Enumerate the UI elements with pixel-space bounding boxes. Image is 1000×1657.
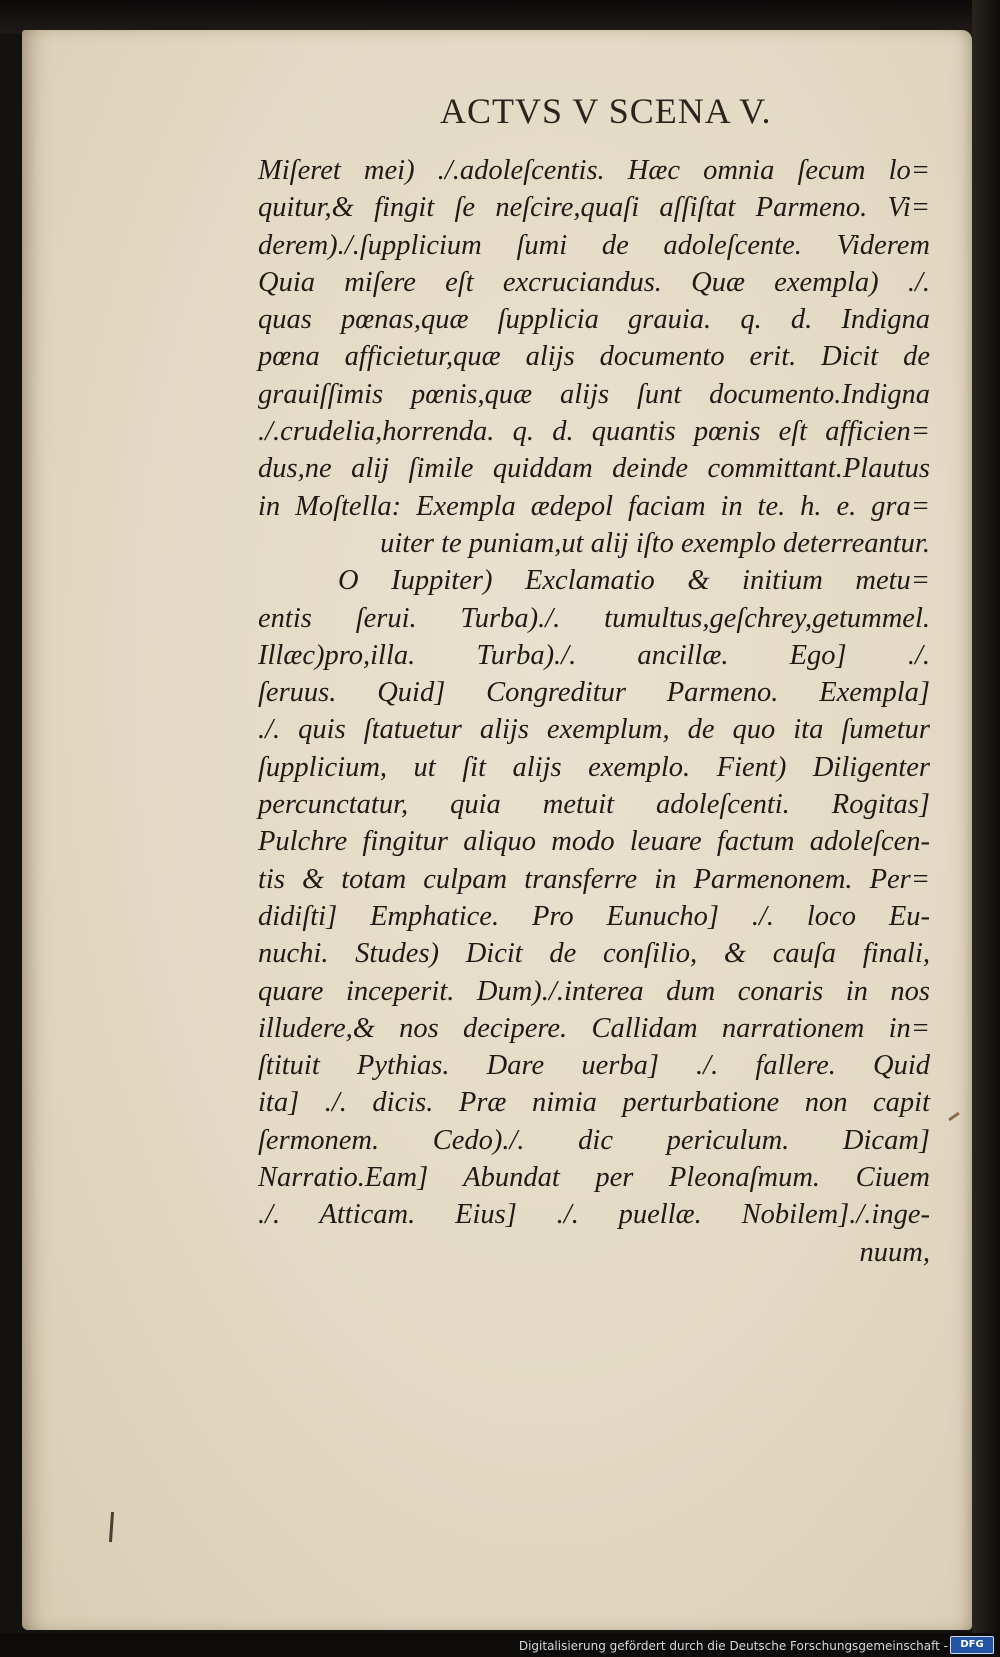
text-line: pœna afficietur,quæ alijs documento erit. Dicit de [258,341,930,373]
scan-right-border [972,0,1000,1657]
scan-top-border [0,0,1000,34]
text-line: O Iuppiter) Exclamatio & initium metu= [338,565,930,597]
text-line: illudere,& nos decipere. Callidam narrationem in= [258,1012,930,1044]
text-line: ſeruus. Quid] Congreditur Parmeno. Exempla] [258,677,930,709]
text-line: quare inceperit. Dum)./.interea dum conaris in nos [258,975,930,1007]
text-line: in Moſtella: Exempla ædepol faciam in te. h. e. gra= [258,490,930,522]
text-line: tis & totam culpam transferre in Parmenonem. Per= [258,863,930,895]
catchword: nuum, [859,1236,930,1268]
text-line: Miſeret mei) ./.adoleſcentis. Hæc omnia ſecum lo= [258,155,930,186]
text-line: uiter te puniam,ut alij iſto exemplo deterreantur. [380,527,930,559]
text-line: didiſti] Emphatice. Pro Eunucho] ./. loco Eu- [258,900,930,932]
text-line: Narratio.Eam] Abundat per Pleonaſmum. Ciuem [258,1162,930,1194]
text-line: ita] ./. dicis. Præ nimia perturbatione non capit [258,1087,930,1119]
text-line: quitur,& fingit ſe neſcire,quaſi aſſiſtat Parmeno. Vi= [258,192,930,224]
text-line: percunctatur, quia metuit adoleſcenti. Rogitas] [258,789,930,821]
text-line: ſermonem. Cedo)./. dic periculum. Dicam] [258,1124,930,1156]
digitization-credit: Digitalisierung gefördert durch die Deutsche Forschungsgemeinschaft - [518,1639,948,1653]
text-line: ſupplicium, ut ſit alijs exemplo. Fient) Diligenter [258,751,930,783]
text-line: dus,ne alij ſimile quiddam deinde committant.Plautus [258,453,930,485]
text-line: ./. quis ſtatuetur alijs exemplum, de quo ita ſumetur [258,714,930,746]
text-line: Pulchre fingitur aliquo modo leuare factum adoleſcen- [258,826,930,858]
text-line: nuchi. Studes) Dicit de conſilio, & cauſa finali, [258,938,930,970]
dfg-logo: DFG [950,1636,994,1654]
text-line: grauiſſimis pœnis,quæ alijs ſunt documento.Indigna [258,378,930,410]
commentary-text [258,152,930,1271]
text-line: ./. Atticam. Eius] ./. puellæ. Nobilem]./.inge- [258,1199,930,1231]
text-line: quas pœnas,quæ ſupplicia grauia. q. d. Indigna [258,304,930,336]
text-line: ſtituit Pythias. Dare uerba] ./. fallere. Quid [258,1050,930,1082]
text-line: derem)./.ſupplicium ſumi de adoleſcente. Viderem [258,229,930,261]
text-line: Illæc)pro,illa. Turba)./. ancillæ. Ego] ./. [258,639,930,671]
text-line: entis ſerui. Turba)./. tumultus,geſchrey,getummel. [258,602,930,634]
text-line: Quia miſere eſt excruciandus. Quæ exempla) ./. [258,266,930,298]
text-line: ./.crudelia,horrenda. q. d. quantis pœnis eſt afficien= [258,416,930,448]
running-header: ACTVS V SCENA V. [440,91,772,131]
